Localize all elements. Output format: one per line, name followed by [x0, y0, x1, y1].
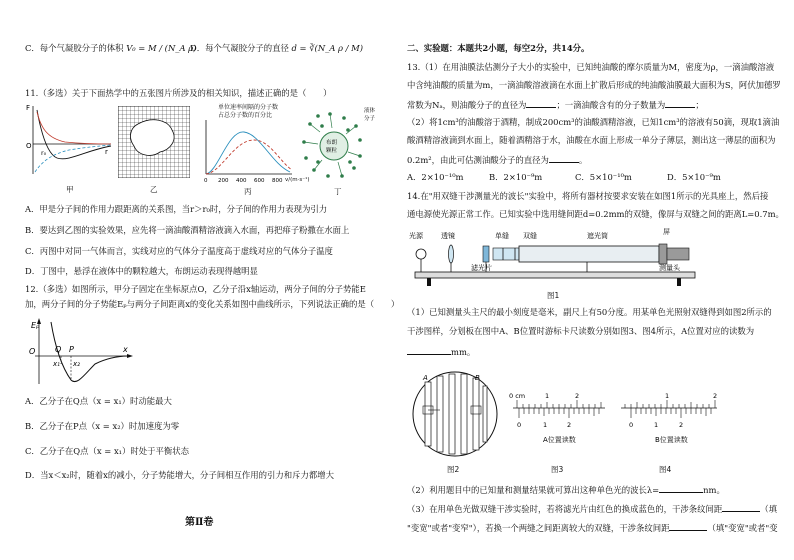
q10-c-formula: V₀ = M / (N_A ρ): [126, 43, 197, 53]
ding-center-2: 颗粒: [326, 148, 338, 154]
ep-o-label: O: [29, 347, 36, 356]
fig2-label-a: A: [423, 374, 428, 382]
fig1-caption: 图1: [547, 291, 560, 300]
q13-blank-estimate[interactable]: [549, 153, 579, 163]
q14-line-4: 干涉图样，分划板在图中A、B位置时游标卡尺读数分别如图3、图4所示，A位置对应的读数为: [407, 326, 755, 336]
fig3-caption: 图3: [551, 465, 564, 474]
fig1-label-double: 双缝: [523, 232, 537, 240]
fig-jia-caption: 甲: [66, 185, 74, 194]
q13-line-3: 常数为Nₐ，则油酸分子的直径为 ；一滴油酸含有的分子数量为 ；: [407, 100, 704, 110]
fig4-top-tick-1: 1: [665, 392, 670, 400]
section-heading: 二、实验题：本题共2小题，每空2分，共14分。: [407, 43, 590, 53]
fig3-readout: A位置读数: [543, 436, 576, 444]
bing-caption-1: 单位速率间隔的分子数: [218, 104, 279, 111]
fig4-bottom-tick-2: 2: [679, 421, 684, 429]
figure-2-fringes: [411, 368, 499, 460]
bing-tick-200: 200: [218, 178, 229, 184]
q10-option-d: D．每个气凝胶分子的直径 d = ∛(N_A ρ / M): [190, 43, 363, 53]
q11-stem: 11.（多选）关于下面热学中的五张图片所涉及的相关知识，描述正确的是（ ）: [25, 88, 332, 98]
bing-x-label: v/(m·s⁻¹): [285, 177, 310, 183]
q11-option-c: C．丙图中对同一气体而言，实线对应的气体分子温度高于虚线对应的气体分子温度: [25, 246, 333, 256]
fig4-vernier-ticks: [631, 408, 711, 418]
q14-line-7: （3）在用单色光做双缝干涉实验时，若将滤光片由红色的换成蓝色的，干涉条纹间距 （填: [407, 504, 777, 514]
figure-jia: [25, 102, 115, 182]
filter: [483, 246, 489, 262]
fig3-main-ticks: [517, 400, 601, 408]
q13-blank-diameter[interactable]: [526, 98, 556, 108]
jia-o-label: O: [26, 142, 32, 150]
fig3-unit: 0 cm: [509, 392, 526, 400]
ep-x-label: x: [123, 345, 128, 354]
figure-ding: [300, 104, 380, 184]
ding-brownian-particle: [320, 132, 348, 160]
bing-curve-high: [206, 140, 292, 174]
q11-option-a: A．甲是分子间的作用力跟距离的关系图，当r＞r₀时，分子间的作用力表现为引力: [25, 204, 328, 214]
q14-line-6: （2）利用题目中的已知量和测量结果就可算出这种单色光的波长λ= nm。: [407, 485, 725, 495]
fig4-bottom-tick-0: 0: [629, 421, 634, 429]
ep-x2-label: x₂: [73, 360, 80, 368]
fig1-label-head: 测量头: [659, 264, 680, 272]
part-2-heading: 第Ⅱ卷: [185, 517, 214, 528]
q14-blank-wavelength[interactable]: [659, 483, 703, 493]
fig1-label-light: 光源: [409, 232, 423, 240]
q14-line-3: （1）已知测量头主尺的最小刻度是毫米，副尺上有50分度。用某单色光照射双缝得到如图2所示的: [407, 307, 772, 317]
q14-line-2: 通电源使光源正常工作。已知实验中选用缝间距d=0.2mm的双缝，像屏与双缝之间的距离L=0.7m。: [407, 209, 784, 219]
q14-blank-a-reading[interactable]: [407, 345, 451, 355]
q12-stem-1: 12.（多选）如图所示，甲分子固定在坐标原点O，乙分子沿x轴运动，两分子间的分子势能E: [25, 284, 366, 294]
ep-curve: [51, 322, 129, 382]
bing-caption-2: 占总分子数的百分比: [218, 112, 273, 119]
q13-option-a: A．2×10⁻¹⁰m: [407, 172, 464, 182]
q13-option-c: C．5×10⁻¹⁰m: [575, 172, 632, 182]
light-tube: [519, 246, 659, 262]
figure-3-vernier: [509, 390, 609, 448]
ep-x1-label: x₁: [53, 360, 60, 368]
fig3-top-tick-1: 1: [545, 392, 550, 400]
jia-curve-repulsive: [37, 112, 111, 144]
ep-p-label: P: [69, 345, 74, 354]
q13-line-6: 0.2m²，由此可估测油酸分子的直径为 。: [407, 155, 588, 165]
fig4-main-ticks: [625, 400, 715, 408]
q13-line-2: 中含纯油酸的质量为m，一滴油酸溶液滴在水面上扩散后形成的纯油酸油膜最大面积为S，阿伏加德罗: [407, 80, 781, 90]
q13-blank-count[interactable]: [665, 98, 695, 108]
fig1-label-lens: 透镜: [441, 232, 455, 240]
fig-bing-caption: 丙: [244, 187, 252, 196]
ding-center-1: 布朗: [326, 140, 338, 146]
q12-option-b: B．乙分子在P点（x = x₂）时加速度为零: [25, 421, 180, 431]
fig2-label-b: B: [475, 374, 480, 382]
fig3-top-tick-2: 2: [575, 392, 580, 400]
q13-option-b: B．2×10⁻⁹m: [489, 172, 543, 182]
fig1-label-tube: 遮光筒: [587, 232, 608, 240]
fig3-bottom-tick-1: 1: [543, 421, 548, 429]
light-source: [416, 249, 426, 259]
fig4-top-tick-2: 2: [713, 392, 718, 400]
q11-option-d: D．丁图中，悬浮在液体中的颗粒越大，布朗运动表现得越明显: [25, 266, 258, 276]
fig4-bottom-tick-1: 1: [654, 421, 659, 429]
bing-tick-0: 0: [204, 178, 208, 184]
jia-r-label: r: [105, 148, 108, 156]
q12-option-a: A．乙分子在Q点（x = x₁）时动能最大: [25, 396, 172, 406]
fig1-label-single: 单缝: [495, 232, 509, 240]
q10-option-c: C．每个气凝胶分子的体积 V₀ = M / (N_A ρ): [25, 43, 197, 53]
bench-rail: [415, 272, 695, 278]
q13-line-1: 13.（1）在用油膜法估测分子大小的实验中，已知纯油酸的摩尔质量为M，密度为ρ，一滴油酸溶液: [407, 62, 775, 72]
bing-tick-400: 400: [236, 178, 247, 184]
figure-4-vernier: [617, 390, 721, 448]
q13-option-d: D．5×10⁻⁹m: [667, 172, 721, 182]
bing-tick-800: 800: [272, 178, 283, 184]
q14-line-1: 14.在"用双缝干涉测量光的波长"实验中，将所有器材按要求安装在如图1所示的光具座上，然后接: [407, 191, 769, 201]
right-column: [397, 0, 794, 560]
fig3-bottom-tick-2: 2: [567, 421, 572, 429]
ding-side-2: 分子: [364, 116, 376, 122]
q14-blank-filter-change[interactable]: [722, 502, 760, 512]
q11-option-b: B．要达到乙图的实验效果，应先将一滴油酸酒精溶液滴入水面，再把痱子粉撒在水面上: [25, 225, 350, 235]
measuring-head: [667, 248, 689, 260]
fig4-readout: B位置读数: [655, 436, 688, 444]
jia-f-label: F: [26, 104, 31, 112]
fig-ding-caption: 丁: [334, 187, 342, 196]
q13-options: [407, 172, 721, 183]
jia-r0-label: r₀: [41, 149, 47, 157]
q10-d-formula: d = ∛(N_A ρ / M): [291, 43, 363, 53]
ep-label: Eₚ: [31, 321, 40, 330]
fig3-vernier-ticks: [519, 408, 599, 418]
fig4-caption: 图4: [659, 465, 672, 474]
figure-bing: [200, 118, 298, 186]
q12-option-c: C．乙分子在Q点（x = x₁）时处于平衡状态: [25, 446, 190, 456]
fig3-bottom-tick-0: 0: [517, 421, 522, 429]
figure-yi: [118, 106, 190, 178]
lens: [449, 245, 454, 263]
ding-side-1: 液体: [364, 108, 376, 114]
fig2-caption: 图2: [447, 465, 460, 474]
ep-q-label: Q: [55, 345, 62, 354]
q14-line-5: mm。: [407, 345, 475, 358]
figure-1-optical-bench: [407, 224, 707, 288]
q14-line-8: "变宽"或者"变窄"），若换一个两缝之间距离较大的双缝，干涉条纹间距 （填"变宽"或者"变: [407, 523, 778, 533]
q14-blank-slit-change[interactable]: [669, 521, 707, 531]
q13-line-4: （2）将1cm³的油酸溶于酒精，制成200cm³的油酸酒精溶液，已知1cm³的溶液有50滴，现取1滴油: [407, 117, 780, 127]
q12-option-d: D．当x＜x₂时，随着x的减小，分子势能增大，分子间相互作用的引力和斥力都增大: [25, 470, 334, 480]
q12-stem-2: 加，两分子间的分子势能Eₚ与两分子间距离x的变化关系如图中曲线所示，下列说法正确的是（ ）: [25, 299, 400, 309]
bing-curve-low: [206, 132, 290, 174]
fig-yi-caption: 乙: [150, 185, 158, 194]
bing-tick-600: 600: [254, 178, 265, 184]
figure-ep-x: [25, 316, 135, 388]
q13-line-5: 酸酒精溶液滴到水面上，随着酒精溶于水，油酸在水面上形成一单分子薄层，测出这一薄层的面积为: [407, 135, 776, 145]
fig1-label-filter: 滤光片: [471, 264, 492, 272]
screen: [659, 244, 667, 264]
fig1-label-screen: 屏: [663, 228, 670, 236]
